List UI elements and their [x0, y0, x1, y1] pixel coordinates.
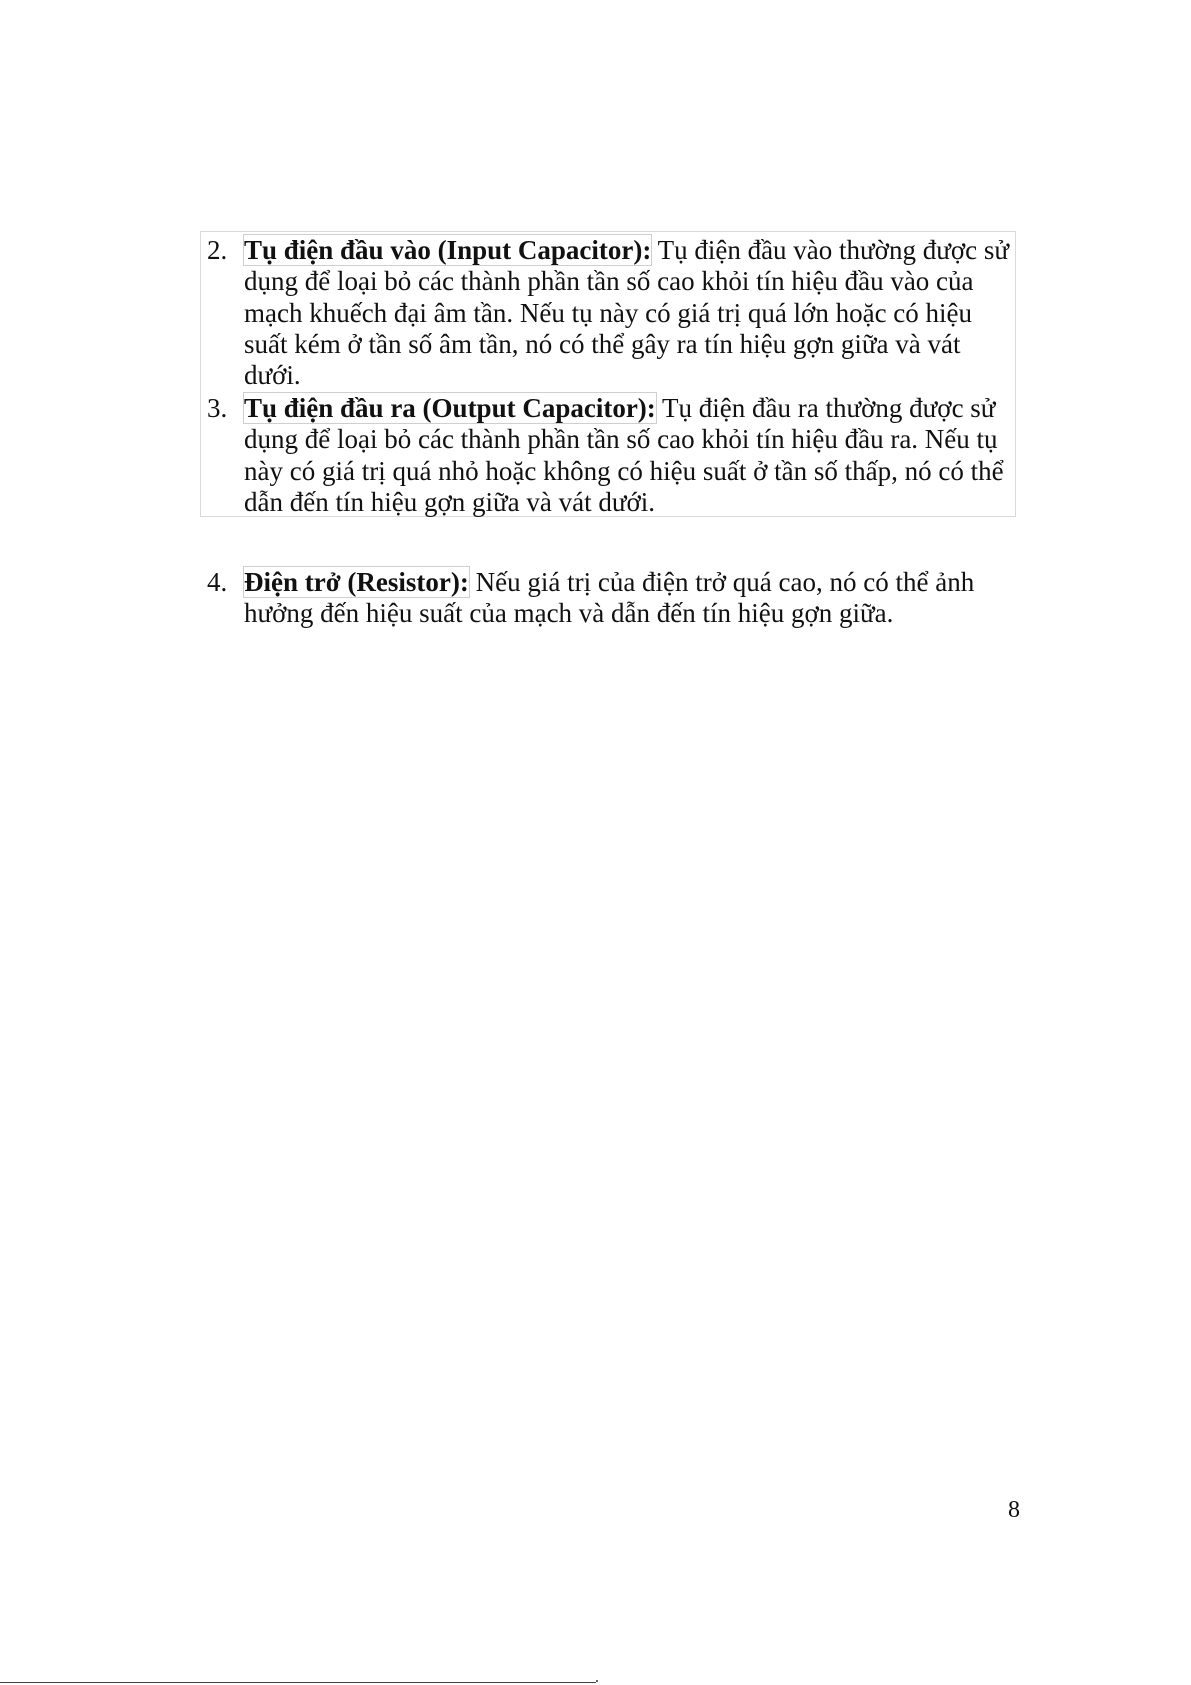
list-number: 3.	[207, 393, 228, 423]
footer-rule	[0, 1682, 596, 1683]
term-input-capacitor: Tụ điện đầu vào (Input Capacitor):	[244, 235, 652, 265]
term-resistor: Điện trở (Resistor):	[244, 567, 469, 597]
item-description: Nếu giá trị của điện trở quá cao, nó có thể ảnh hưởng đến hiệu suất của mạch và dẫn đến tín hiệu gợn giữa.	[244, 567, 975, 629]
footer-dot	[596, 1680, 598, 1682]
item-description: Tụ điện đầu ra thường được sử dụng để loại bỏ các thành phần tần số cao khỏi tín hiệu đầu ra. Nếu tụ này có giá trị quá nhỏ hoặc không có hiệu suất ở tần số thấp, nó có thể dẫn đến tín hiệu gợn giữa và vát dưới.	[244, 393, 1004, 517]
page-number: 8	[1008, 1497, 1020, 1523]
list-item-body	[244, 235, 1019, 391]
item-description: Tụ điện đầu vào thường được sử dụng để loại bỏ các thành phần tần số cao khỏi tín hiệu đầu vào của mạch khuếch đại âm tần. Nếu tụ này có giá trị quá lớn hoặc có hiệu suất kém ở tần số âm tần, nó có thể gây ra tín hiệu gợn giữa và vát dưới.	[244, 235, 1009, 391]
list-number: 4.	[207, 567, 228, 597]
list-item-body	[244, 393, 1019, 518]
list-number: 2.	[207, 235, 228, 265]
term-output-capacitor: Tụ điện đầu ra (Output Capacitor):	[244, 393, 656, 423]
list-item-body	[244, 567, 1019, 630]
